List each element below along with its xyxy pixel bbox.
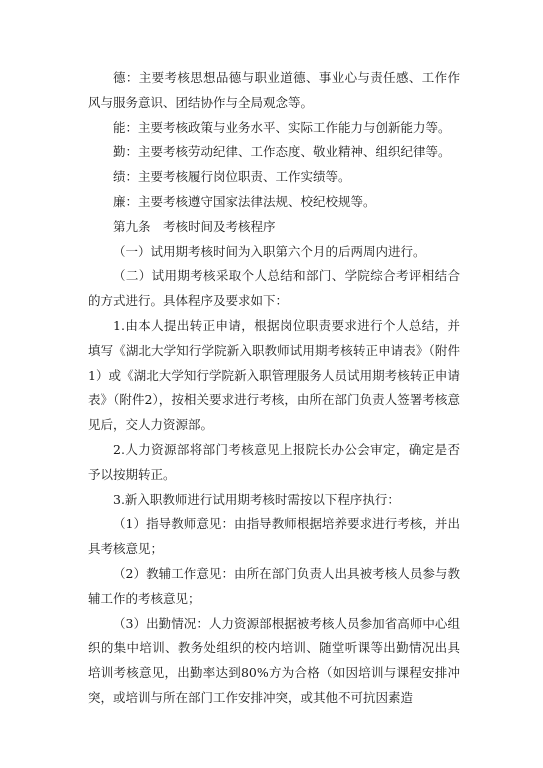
article-nine-heading: 第九条 考核时间及考核程序 — [113, 218, 276, 234]
paragraph-lian: 廉：主要考核遵守国家法律法规、校纪校规等。 — [113, 193, 376, 209]
paragraph-sub-3: （3）出勤情况：人力资源部根据被考核人员参加省高师中心组织的集中培训、教务处组织的校内培训、随堂听课等出勤情况出具培训考核意见，出勤率达到80%方为合格（如因培训与课程安排冲突，或培训与所在部门工作安排冲突，或其他不可抗因素造 — [88, 615, 460, 705]
paragraph-procedure-2: 2.人力资源部将部门考核意见上报院长办公会审定，确定是否予以按期转正。 — [88, 441, 460, 482]
paragraph-sub-1: （1）指导教师意见：由指导教师根据培养要求进行考核，并出具考核意见； — [88, 516, 460, 557]
paragraph-de: 德：主要考核思想品德与职业道德、事业心与责任感、工作作风与服务意识、团结协作与全局观念等。 — [88, 70, 460, 110]
paragraph-qin: 勤：主要考核劳动纪律、工作态度、敬业精神、组织纪律等。 — [113, 144, 451, 160]
paragraph-item-2: （二）试用期考核采取个人总结和部门、学院综合考评相结合的方式进行。具体程序及要求如下： — [88, 268, 460, 309]
document-body — [88, 66, 460, 711]
paragraph-sub-2: （2）教辅工作意见：由所在部门负责人出具被考核人员参与教辅工作的考核意见； — [88, 565, 460, 606]
paragraph-neng: 能：主要考核政策与业务水平、实际工作能力与创新能力等。 — [113, 119, 451, 135]
paragraph-ji: 绩：主要考核履行岗位职责、工作实绩等。 — [113, 169, 351, 185]
paragraph-procedure-3: 3.新入职教师进行试用期考核时需按以下程序执行： — [113, 491, 400, 507]
paragraph-item-1: （一）试用期考核时间为入职第六个月的后两周内进行。 — [113, 243, 426, 259]
paragraph-procedure-1: 1.由本人提出转正申请，根据岗位职责要求进行个人总结，并填写《湖北大学知行学院新入职教师试用期考核转正申请表》（附件1）或《湖北大学知行学院新入职管理服务人员试用期考核转正申请表》（附件2），按相关要求进行考核，由所在部门负责人签署考核意见后，交人力资源部。 — [88, 317, 460, 433]
